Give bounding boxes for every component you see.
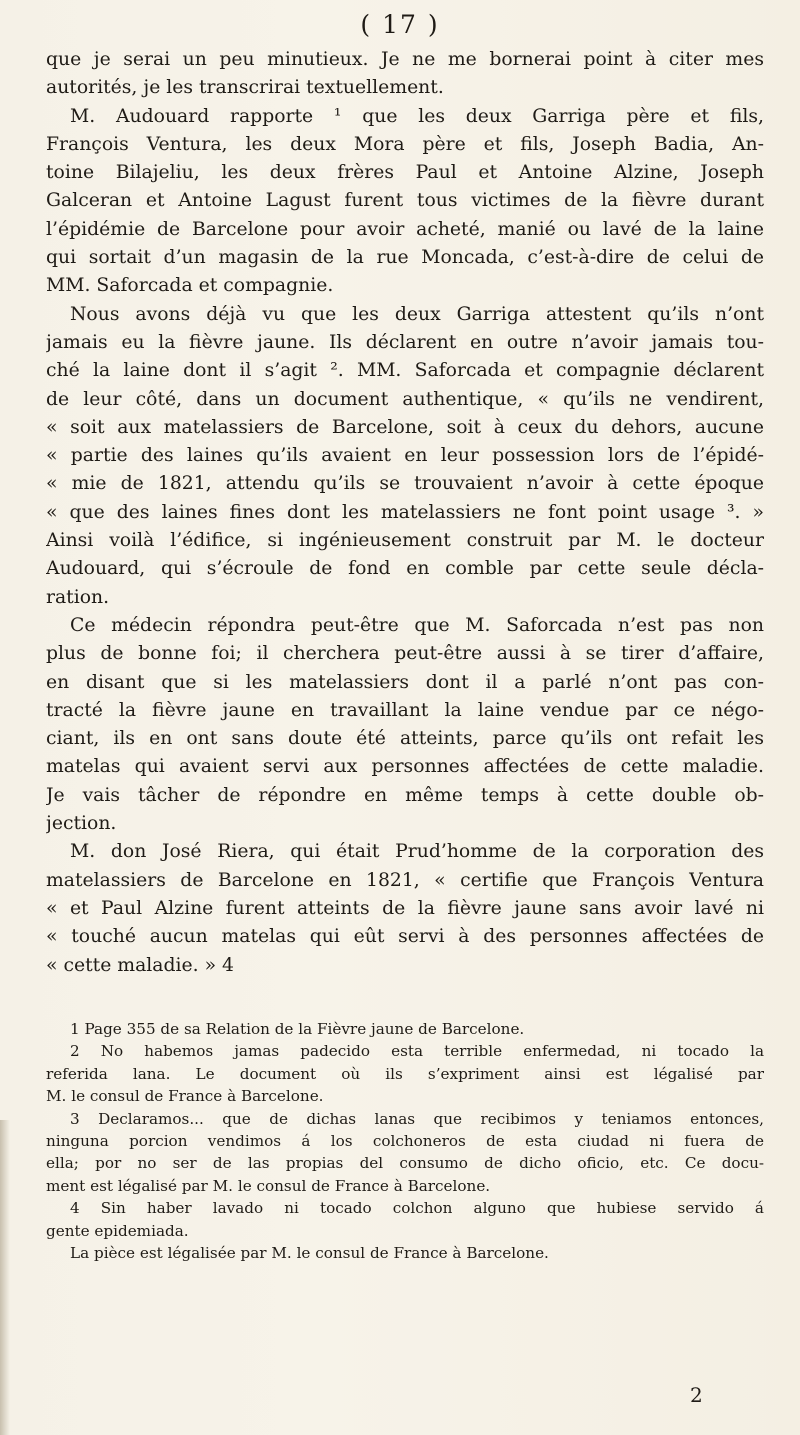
body-line: François Ventura, les deux Mora père et fils, Joseph Badia, An- (46, 133, 764, 155)
body-line: jamais eu la fièvre jaune. Ils déclarent en outre n’avoir jamais tou- (46, 331, 764, 353)
body-line: Je vais tâcher de répondre en même temps à cette double ob- (46, 784, 764, 806)
body-line: plus de bonne foi; il cherchera peut-être aussi à se tirer d’affaire, (46, 643, 764, 665)
body-line: ration. (46, 586, 110, 608)
body-line: l’épidémie de Barcelone pour avoir acheté, manié ou lavé de la laine (46, 218, 764, 240)
footnote-line: 4 Sin haber lavado ni tocado colchon alguno que hubiese servido á (70, 1199, 764, 1218)
body-line: matelas qui avaient servi aux personnes affectées de cette maladie. (46, 756, 764, 778)
footnote-line: La pièce est légalisée par M. le consul de France à Barcelone. (70, 1243, 549, 1262)
footnote-line: referida lana. Le document où ils s’expriment ainsi est légalisé par (46, 1064, 764, 1083)
body-line: « soit aux matelassiers de Barcelone, soit à ceux du dehors, aucune (46, 416, 764, 438)
body-line: « cette maladie. » 4 (46, 954, 234, 976)
body-line: ché la laine dont il s’agit ². MM. Saforcada et compagnie déclarent (46, 360, 764, 382)
footnote-line: 2 No habemos jamas padecido esta terrible enfermedad, ni tocado la (70, 1042, 764, 1061)
footnotes (46, 1018, 764, 1264)
body-line: tracté la fièvre jaune en travaillant la laine vendue par ce négo- (46, 699, 764, 721)
body-line: qui sortait d’un magasin de la rue Moncada, c’est-à-dire de celui de (46, 247, 764, 269)
page-number: ( 17 ) (360, 10, 440, 39)
body-line: M. don José Riera, qui était Prud’homme de la corporation des (70, 841, 764, 863)
body-line: matelassiers de Barcelone en 1821, « certifie que François Ventura (46, 869, 764, 891)
body-line: Audouard, qui s’écroule de fond en comble par cette seule décla- (46, 558, 764, 580)
body-line: M. Audouard rapporte ¹ que les deux Garriga père et fils, (70, 105, 764, 127)
page-edge-shadow (0, 1120, 10, 1435)
body-line: « touché aucun matelas qui eût servi à des personnes affectées de (46, 926, 764, 948)
body-line: jection. (46, 813, 117, 835)
footnote-line: 3 Declaramos... que de dichas lanas que recibimos y teniamos entonces, (70, 1109, 764, 1128)
body-line: de leur côté, dans un document authentique, « qu’ils ne vendirent, (46, 388, 764, 410)
body-line: « partie des laines qu’ils avaient en leur possession lors de l’épidé- (46, 445, 764, 467)
body-line: « et Paul Alzine furent atteints de la fièvre jaune sans avoir lavé ni (46, 897, 764, 919)
body-line: « que des laines fines dont les matelassiers ne font point usage ³. » (46, 501, 764, 523)
footnote-line: M. le consul de France à Barcelone. (46, 1087, 324, 1106)
body-text (46, 46, 764, 980)
body-line: Galceran et Antoine Lagust furent tous victimes de la fièvre durant (46, 190, 764, 212)
body-line: « mie de 1821, attendu qu’ils se trouvaient n’avoir à cette époque (46, 473, 764, 495)
footnote-line: ment est légalisé par M. le consul de France à Barcelone. (46, 1176, 491, 1195)
body-line: toine Bilajeliu, les deux frères Paul et Antoine Alzine, Joseph (46, 162, 764, 184)
body-line: Nous avons déjà vu que les deux Garriga attestent qu’ils n’ont (70, 303, 764, 325)
footnote-line: ella; por no ser de las propias del consumo de dicho oficio, etc. Ce docu- (46, 1154, 764, 1173)
body-line: MM. Saforcada et compagnie. (46, 275, 334, 297)
footnote-line: ninguna porcion vendimos á los colchoneros de esta ciudad ni fuera de (46, 1131, 764, 1150)
signature-mark: 2 (690, 1383, 703, 1407)
body-line: Ainsi voilà l’édifice, si ingénieusement construit par M. le docteur (46, 530, 764, 552)
body-line: ciant, ils en ont sans doute été atteints, parce qu’ils ont refait les (46, 728, 764, 750)
body-line: Ce médecin répondra peut-être que M. Saforcada n’est pas non (70, 614, 764, 636)
body-line: que je serai un peu minutieux. Je ne me bornerai point à citer mes (46, 49, 764, 70)
body-line: autorités, je les transcrirai textuellement. (46, 77, 444, 99)
footnote-line: 1 Page 355 de sa Relation de la Fièvre jaune de Barcelone. (70, 1020, 525, 1038)
body-line: en disant que si les matelassiers dont il a parlé n’ont pas con- (46, 671, 764, 693)
footnote-line: gente epidemiada. (46, 1221, 189, 1240)
